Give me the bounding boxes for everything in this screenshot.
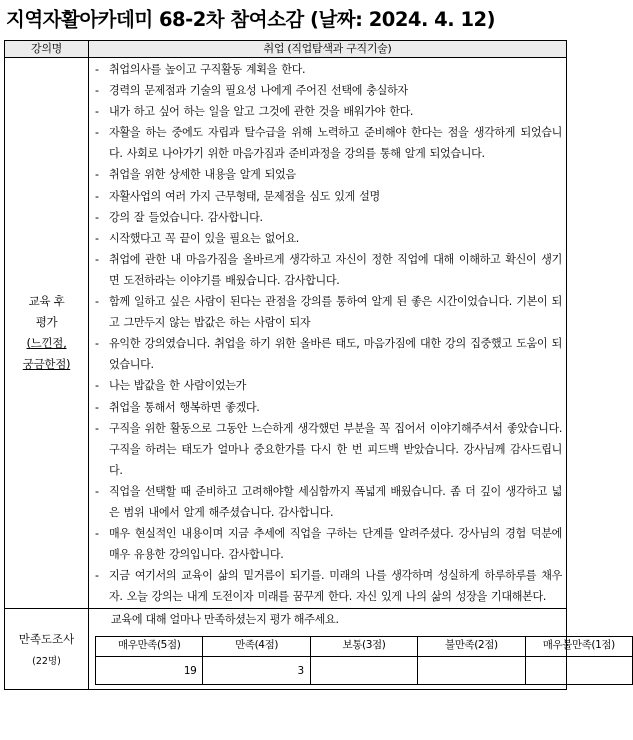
list-item: [89, 186, 562, 207]
feedback-table: [4, 40, 615, 690]
list-item-text: 내가 하고 싶어 하는 일을 알고 그것에 관한 것을 배워가야 한다.: [109, 105, 414, 119]
list-item-text: 취업을 위한 상세한 내용을 알게 되었음: [109, 168, 296, 182]
bullet-dash: -: [95, 295, 99, 309]
bullet-dash: -: [95, 569, 99, 583]
evaluation-content: [89, 58, 567, 609]
evaluation-label-line3: (느낀점,: [26, 336, 67, 351]
header-lecture-title: 취업 (직업탐색과 구직기술): [89, 41, 567, 58]
list-item-text: 구직을 위한 활동으로 그동안 느슨하게 생각했던 부분을 꼭 집어서 이야기해주셔서 좋았습니다. 구직을 하려는 태도가 얼마나 중요한가를 다시 한 번 피드백 받았습니다. 강사님께 감사드립니다.: [109, 421, 562, 477]
bullet-dash: -: [95, 337, 99, 351]
bullet-dash: -: [95, 168, 99, 182]
satisfaction-count: (22명): [32, 656, 61, 668]
evaluation-label: [5, 58, 89, 609]
list-item: [89, 101, 562, 122]
list-item-text: 나는 밥값을 한 사람이었는가: [109, 379, 246, 393]
satisfaction-value-cell: [525, 657, 632, 685]
header-lecture-name: 강의명: [5, 41, 89, 58]
list-item: [89, 59, 562, 80]
list-item-text: 시작했다고 꼭 끝이 있을 필요는 없어요.: [109, 231, 299, 245]
list-item-text: 경력의 문제점과 기술의 필요성 나에게 주어진 선택에 충실하자: [109, 84, 408, 98]
bullet-dash: -: [95, 527, 99, 541]
header-row: [5, 41, 567, 58]
list-item: [89, 565, 562, 607]
satisfaction-row: [5, 609, 567, 690]
list-item: [89, 207, 562, 228]
list-item-text: 자활사업의 여러 가지 근무형태, 문제점을 심도 있게 설명: [109, 189, 380, 203]
bullet-dash: -: [95, 210, 99, 224]
bullet-dash: -: [95, 231, 99, 245]
evaluation-list: [89, 58, 566, 608]
satisfaction-column-header: 보통(3점): [310, 637, 417, 657]
list-item: [89, 418, 562, 481]
list-item-text: 취업의사를 높이고 구직활동 계획을 한다.: [109, 63, 306, 76]
list-item: [89, 481, 562, 523]
bullet-dash: -: [95, 421, 99, 435]
satisfaction-question: 교육에 대해 얼마나 만족하셨는지 평가 해주세요.: [111, 613, 339, 627]
list-item: [89, 333, 562, 375]
satisfaction-value-cell: [418, 657, 525, 685]
page-title: 지역자활아카데미 68-2차 참여소감 (날짜: 2024. 4. 12): [6, 8, 496, 31]
list-item: [89, 249, 562, 291]
list-item-text: 지금 여기서의 교육이 삶의 밑거름이 되기를. 미래의 나를 생각하며 성실하게 하루하루를 채우자. 오늘 강의는 내게 도전이자 미래를 꿈꾸게 한다. 자신 있게 나의 삶의 성장을 기대해본다.: [109, 569, 562, 604]
satisfaction-content: [89, 609, 615, 690]
satisfaction-label: 만족도조사: [18, 632, 75, 647]
satisfaction-label-cell: [5, 609, 89, 690]
satisfaction-column-header: 만족(4점): [203, 637, 310, 657]
evaluation-row: [5, 58, 567, 609]
list-item-text: 자활을 하는 중에도 자립과 탈수급을 위해 노력하고 준비해야 한다는 점을 생각하게 되었습니다. 사회로 나아가기 위한 마음가짐과 준비과정을 강의를 통해 알게 되었습니다.: [109, 126, 562, 161]
list-item: [89, 228, 562, 249]
list-item: [89, 375, 562, 396]
evaluation-label-line1: 교육 후: [28, 294, 65, 309]
satisfaction-value-cell: 19: [96, 657, 203, 685]
satisfaction-value-row: [96, 657, 633, 685]
bullet-dash: -: [95, 84, 99, 98]
list-item-text: 취업에 관한 내 마음가짐을 올바르게 생각하고 자신이 정한 직업에 대해 이해하고 확신이 생기면 도전하라는 이야기를 배웠습니다. 감사합니다.: [109, 252, 562, 287]
list-item-text: 취업을 통해서 행복하면 좋겠다.: [109, 400, 260, 414]
list-item-text: 강의 잘 들었습니다. 감사합니다.: [109, 210, 263, 224]
list-item: [89, 397, 562, 418]
evaluation-label-line2: 평가: [35, 315, 58, 330]
bullet-dash: -: [95, 105, 99, 119]
list-item: [89, 122, 562, 164]
satisfaction-table: [95, 636, 633, 685]
bullet-dash: -: [95, 126, 99, 140]
list-item: [89, 164, 562, 185]
list-item-text: 매우 현실적인 내용이며 지금 추세에 직업을 구하는 단계를 알려주셨다. 강사님의 경험 덕분에 매우 유용한 강의입니다. 감사합니다.: [109, 527, 562, 562]
satisfaction-column-header: 매우불만족(1점): [525, 637, 632, 657]
bullet-dash: -: [95, 400, 99, 414]
bullet-dash: -: [95, 379, 99, 393]
satisfaction-header-row: [96, 637, 633, 657]
list-item: [89, 80, 562, 101]
bullet-dash: -: [95, 63, 99, 76]
satisfaction-column-header: 매우만족(5점): [96, 637, 203, 657]
list-item: [89, 291, 562, 333]
list-item-text: 함께 일하고 싶은 사람이 된다는 관점을 강의를 통하여 알게 된 좋은 시간이었습니다. 기본이 되고 그만두지 않는 밥값은 하는 사람이 되자: [109, 295, 562, 330]
satisfaction-value-cell: [310, 657, 417, 685]
bullet-dash: -: [95, 484, 99, 498]
list-item-text: 유익한 강의였습니다. 취업을 하기 위한 올바른 태도, 마음가짐에 대한 강의 집중했고 도움이 되었습니다.: [109, 337, 562, 372]
list-item-text: 직업을 선택할 때 준비하고 고려해야할 세심함까지 폭넓게 배웠습니다. 좀 더 깊이 생각하고 넓은 범위 내에서 알게 해주셨습니다. 감사합니다.: [109, 484, 562, 519]
evaluation-label-line4: 궁금한점): [22, 357, 71, 372]
satisfaction-value-cell: 3: [203, 657, 310, 685]
satisfaction-column-header: 불만족(2점): [418, 637, 525, 657]
list-item: [89, 523, 562, 565]
bullet-dash: -: [95, 189, 99, 203]
bullet-dash: -: [95, 252, 99, 266]
